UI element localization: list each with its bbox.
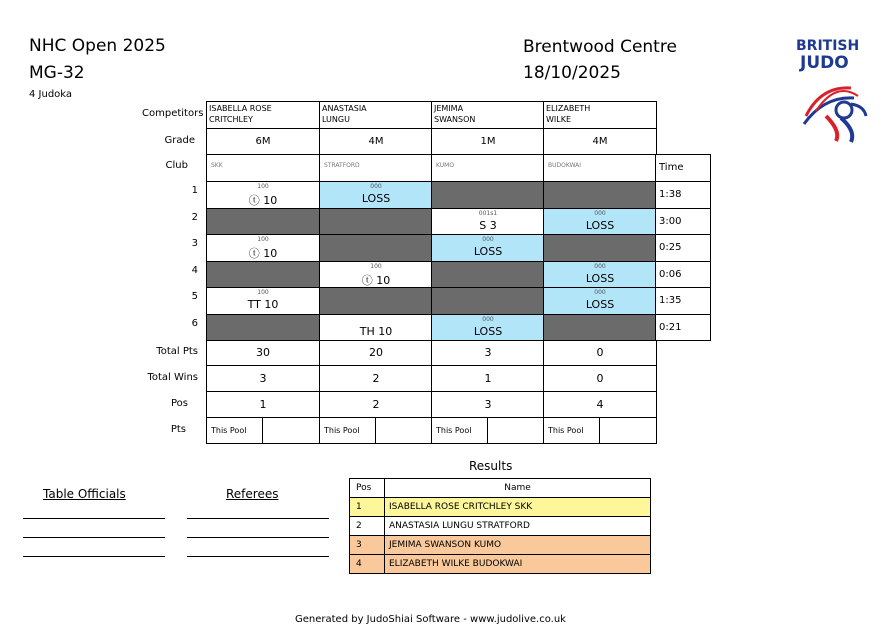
pts-extra-cell (599, 417, 657, 444)
match-number: 6 (191, 317, 198, 329)
date: 18/10/2025 (523, 63, 621, 83)
club-label: Club (165, 160, 188, 171)
competitor-club: BUDOKWAI (548, 162, 582, 169)
signature-line (187, 537, 329, 538)
match-cell (319, 208, 433, 236)
match-cell (319, 181, 433, 209)
time-label: Time (659, 162, 684, 173)
this-pool-label: This Pool (211, 426, 247, 435)
loss-label: LOSS (473, 324, 503, 338)
match-cell (319, 234, 433, 262)
competitor-name-cell (319, 101, 433, 129)
score-detail: 100 (257, 289, 269, 296)
results-col-pos: Pos (350, 479, 385, 498)
match-cell (431, 314, 545, 342)
competitor-name: ELIZABETH WILKE (546, 104, 591, 124)
win-score: TT 10 (247, 298, 279, 311)
total-pts-cell (206, 339, 320, 366)
win-score: ⓣ 10 (361, 273, 391, 287)
match-cell (319, 314, 433, 342)
signature-line (23, 556, 165, 557)
match-cell (319, 287, 433, 315)
this-pool-label: This Pool (324, 426, 360, 435)
match-cell (543, 314, 657, 342)
loss-label: LOSS (473, 245, 503, 258)
match-cell (206, 261, 320, 289)
time-cell (655, 208, 711, 236)
match-cell (206, 181, 320, 209)
match-cell (543, 234, 657, 262)
match-cell (431, 261, 545, 289)
match-cell (431, 234, 545, 262)
loss-label: LOSS (585, 271, 615, 285)
match-cell (206, 287, 320, 315)
total-wins-value: 1 (484, 372, 492, 385)
score-detail: 001s1 (478, 209, 498, 217)
score-detail: 000 (370, 183, 382, 190)
match-cell (319, 261, 433, 289)
signature-line (23, 518, 165, 519)
time-header-cell (655, 154, 711, 182)
competitor-name-cell (431, 101, 545, 129)
club-cell (206, 154, 320, 182)
club-cell (543, 154, 657, 182)
score-detail: 000 (482, 236, 494, 243)
score-detail: 000 (594, 209, 606, 217)
results-col-name: Name (385, 479, 651, 498)
pts-label: Pts (170, 424, 186, 435)
total-wins-value: 2 (372, 372, 380, 385)
competitor-grade: 4M (368, 136, 384, 147)
win-score: TH 10 (359, 324, 393, 338)
match-number: 2 (191, 211, 198, 223)
logo-line2: JUDO (800, 53, 849, 73)
total-pts-value: 30 (256, 346, 270, 359)
pts-this-pool-cell (206, 417, 263, 444)
pts-this-pool-cell (319, 417, 376, 444)
match-cell (431, 208, 545, 236)
pts-extra-cell (262, 417, 320, 444)
pts-this-pool-cell (543, 417, 600, 444)
footer-text: Generated by JudoShiai Software - www.judolive.co.uk (295, 614, 566, 625)
competitor-name: ISABELLA ROSE CRITCHLEY (209, 104, 272, 124)
match-cell (543, 287, 657, 315)
event-title: NHC Open 2025 (29, 36, 166, 56)
total-pts-cell (543, 339, 657, 366)
referees-label: Referees (226, 487, 279, 501)
grade-cell (431, 128, 545, 155)
score-detail: 000 (594, 262, 606, 270)
score-detail: 100 (257, 183, 269, 190)
pts-extra-cell (375, 417, 433, 444)
competitor-name: JEMIMA SWANSON (434, 104, 476, 124)
grade-cell (206, 128, 320, 155)
total-wins-cell (319, 365, 433, 392)
table-row (350, 517, 651, 536)
match-number: 5 (191, 291, 198, 302)
total-wins-cell (206, 365, 320, 392)
result-pos: 1 (350, 498, 385, 517)
pos-value: 4 (596, 398, 604, 411)
total-pts-cell (431, 339, 545, 366)
competitor-grade: 4M (592, 136, 608, 147)
grade-cell (543, 128, 657, 155)
loss-label: LOSS (585, 298, 615, 311)
match-number: 4 (191, 264, 198, 276)
total-wins-label: Total Wins (147, 372, 198, 383)
score-detail: 000 (482, 315, 494, 323)
competitor-name: ANASTASIA LUNGU (322, 104, 367, 124)
table-row (350, 536, 651, 555)
logo-line1: BRITISH (796, 38, 860, 54)
venue: Brentwood Centre (523, 37, 677, 57)
result-name: JEMIMA SWANSON KUMO (385, 536, 651, 555)
total-pts-value: 3 (484, 346, 492, 359)
match-time: 1:35 (659, 295, 682, 306)
total-wins-value: 3 (259, 372, 267, 385)
match-time: 0:06 (659, 268, 682, 280)
time-cell (655, 314, 711, 342)
match-cell (431, 287, 545, 315)
results-header-row (350, 479, 651, 498)
this-pool-label: This Pool (548, 426, 584, 435)
table-officials-label: Table Officials (43, 487, 126, 501)
competitor-name-cell (543, 101, 657, 129)
grade-cell (319, 128, 433, 155)
result-name: ISABELLA ROSE CRITCHLEY SKK (385, 498, 651, 517)
pts-this-pool-cell (431, 417, 488, 444)
time-cell (655, 287, 711, 315)
match-time: 0:21 (659, 321, 682, 333)
time-cell (655, 234, 711, 262)
match-cell (543, 261, 657, 289)
competitor-grade: 6M (255, 136, 271, 147)
pos-value: 1 (259, 398, 267, 411)
competitor-club: SKK (211, 162, 223, 169)
pos-value: 2 (372, 398, 380, 411)
score-detail: 100 (370, 262, 382, 270)
match-cell (206, 314, 320, 342)
loss-label: LOSS (361, 192, 391, 205)
time-cell (655, 261, 711, 289)
pts-extra-cell (487, 417, 545, 444)
this-pool-label: This Pool (436, 426, 472, 435)
score-detail: 000 (594, 289, 606, 296)
pos-value: 3 (484, 398, 492, 411)
win-score: ⓣ 10 (248, 194, 278, 207)
match-time: 1:38 (659, 189, 682, 200)
pos-cell (319, 391, 433, 418)
competitor-grade: 1M (480, 136, 496, 147)
results-title: Results (469, 459, 513, 473)
signature-line (187, 518, 329, 519)
total-pts-value: 0 (596, 346, 604, 359)
match-cell (431, 181, 545, 209)
match-number: 3 (191, 238, 198, 249)
total-wins-value: 0 (596, 372, 604, 385)
match-cell (206, 234, 320, 262)
time-cell (655, 181, 711, 209)
grade-label: Grade (164, 135, 195, 146)
match-cell (543, 208, 657, 236)
result-name: ANASTASIA LUNGU STRATFORD (385, 517, 651, 536)
club-cell (431, 154, 545, 182)
match-time: 0:25 (659, 242, 682, 253)
judoka-count: 4 Judoka (29, 89, 73, 100)
result-name: ELIZABETH WILKE BUDOKWAI (385, 555, 651, 574)
result-pos: 3 (350, 536, 385, 555)
club-cell (319, 154, 433, 182)
total-pts-value: 20 (369, 346, 383, 359)
total-pts-cell (319, 339, 433, 366)
win-score: S 3 (479, 218, 497, 232)
match-cell (543, 181, 657, 209)
pos-label: Pos (170, 398, 188, 409)
signature-line (187, 556, 329, 557)
table-row (350, 498, 651, 517)
win-score: ⓣ 10 (248, 247, 278, 260)
pos-cell (543, 391, 657, 418)
match-number: 1 (191, 185, 198, 196)
competitor-club: STRATFORD (324, 162, 360, 169)
loss-label: LOSS (585, 218, 615, 232)
result-pos: 4 (350, 555, 385, 574)
total-wins-cell (431, 365, 545, 392)
result-pos: 2 (350, 517, 385, 536)
competitor-name-cell (206, 101, 320, 129)
results-table (349, 478, 651, 574)
competitor-club: KUMO (436, 162, 455, 169)
pos-cell (206, 391, 320, 418)
match-time: 3:00 (659, 215, 682, 227)
total-wins-cell (543, 365, 657, 392)
competitors-label: Competitors (142, 108, 204, 119)
signature-line (23, 537, 165, 538)
category-title: MG-32 (29, 63, 85, 83)
score-detail: 100 (257, 236, 269, 243)
total-pts-label: Total Pts (156, 346, 198, 357)
match-cell (206, 208, 320, 236)
table-row (350, 555, 651, 574)
pos-cell (431, 391, 545, 418)
